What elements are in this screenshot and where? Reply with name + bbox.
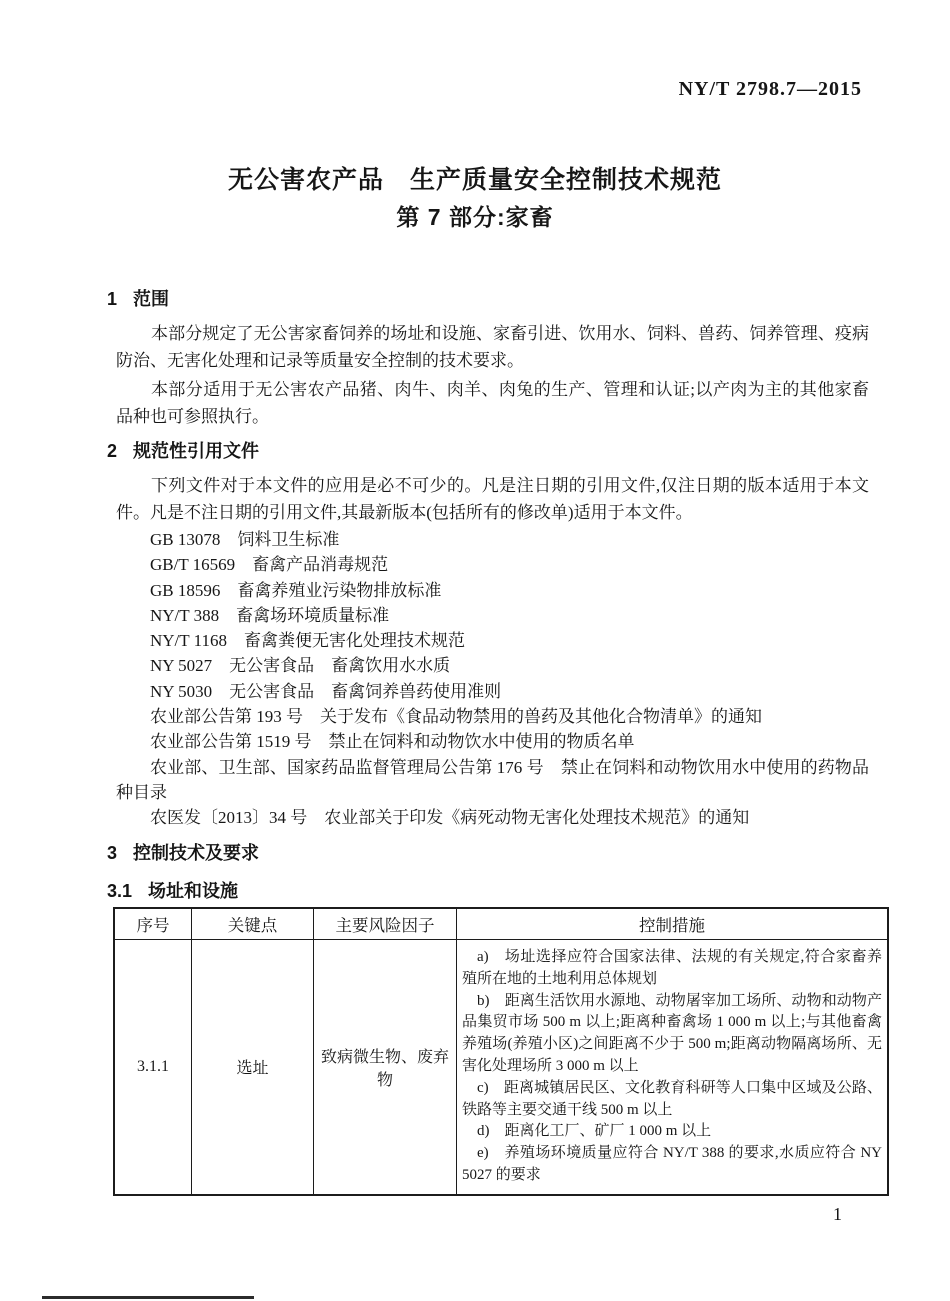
control-measure-item: b) 距离生活饮用水源地、动物屠宰加工场所、动物和动物产品集贸市场 500 m 以上;距离种畜禽场 1 000 m 以上;与其他畜禽养殖场(养殖小区)之间距离不少于 500 m;距离动物隔离场所、无害化处理场所 3 000 m 以上 [462,992,882,1074]
section-1-paragraph-2: 本部分适用于无公害农产品猪、肉牛、肉羊、肉兔的生产、管理和认证;以产肉为主的其他家畜品种也可参照执行。 [116,380,869,426]
reference-item: GB 18596 畜禽养殖业污染物排放标准 [150,580,442,600]
control-measure-item: a) 场址选择应符合国家法律、法规的有关规定,符合家畜养殖所在地的土地利用总体规划 [462,949,882,987]
control-measure-item: e) 养殖场环境质量应符合 NY/T 388 的要求,水质应符合 NY 5027 的要求 [462,1145,882,1183]
cell-key-point: 选址 [192,940,314,1195]
section-3-1-number: 3.1 [107,881,133,901]
control-measures-table [113,907,889,1196]
table-header-row [114,908,888,940]
section-3-heading [107,839,259,865]
section-3-1-heading [107,877,238,903]
reference-item: NY/T 1168 畜禽粪便无害化处理技术规范 [150,631,465,651]
section-1-paragraph-1: 本部分规定了无公害家畜饲养的场址和设施、家畜引进、饮用水、饲料、兽药、饲养管理、疫病防治、无害化处理和记录等质量安全控制的技术要求。 [116,324,869,370]
cell-risk-factor: 致病微生物、废弃物 [314,940,457,1195]
reference-item: NY/T 388 畜禽场环境质量标准 [150,605,390,625]
cell-clause-number: 3.1.1 [114,940,192,1195]
column-header-control-measures: 控制措施 [457,908,889,940]
reference-item: 农业部公告第 1519 号 禁止在饲料和动物饮水中使用的物质名单 [150,732,635,752]
section-3-number: 3 [107,843,118,863]
reference-item: 农业部、卫生部、国家药品监督管理局公告第 176 号 禁止在饲料和动物饮用水中使用的药物品种目录 [116,757,869,802]
column-header-no: 序号 [114,908,192,940]
section-2-heading [107,437,259,463]
document-title: 无公害农产品 生产质量安全控制技术规范 [227,166,722,194]
page-number: 1 [833,1204,842,1224]
reference-item: NY 5027 无公害食品 畜禽饮用水水质 [150,656,451,676]
reference-item: 农业部公告第 193 号 关于发布《食品动物禁用的兽药及其他化合物清单》的通知 [150,707,762,727]
section-3-1-label: 场址和设施 [148,881,239,901]
cell-control-measures [457,940,889,1195]
control-measure-item: d) 距离化工厂、矿厂 1 000 m 以上 [477,1123,712,1140]
scan-artifact-bar [42,1296,254,1299]
reference-item: GB 13078 饲料卫生标准 [150,530,340,549]
column-header-risk-factor: 主要风险因子 [314,908,457,940]
table-row [114,940,888,1195]
reference-item: NY 5030 无公害食品 畜禽饲养兽药使用准则 [150,681,502,701]
reference-list [116,527,869,831]
section-2-label: 规范性引用文件 [133,441,260,461]
standard-number: NY/T 2798.7—2015 [678,78,862,100]
section-2-number: 2 [107,441,118,461]
section-3-label: 控制技术及要求 [133,843,260,863]
section-2-intro-paragraph: 下列文件对于本文件的应用是必不可少的。凡是注日期的引用文件,仅注日期的版本适用于本文件。凡是不注日期的引用文件,其最新版本(包括所有的修改单)适用于本文件。 [116,476,869,522]
reference-item: GB/T 16569 畜禽产品消毒规范 [150,555,389,575]
column-header-key-point: 关键点 [192,908,314,940]
section-1-number: 1 [107,289,118,309]
section-1-heading [107,285,169,311]
control-measure-item: c) 距离城镇居民区、文化教育科研等人口集中区域及公路、铁路等主要交通干线 500 m 以上 [462,1079,882,1118]
section-1-label: 范围 [133,289,170,309]
document-subtitle: 第 7 部分:家畜 [396,204,554,230]
reference-item: 农医发〔2013〕34 号 农业部关于印发《病死动物无害化处理技术规范》的通知 [150,808,750,828]
